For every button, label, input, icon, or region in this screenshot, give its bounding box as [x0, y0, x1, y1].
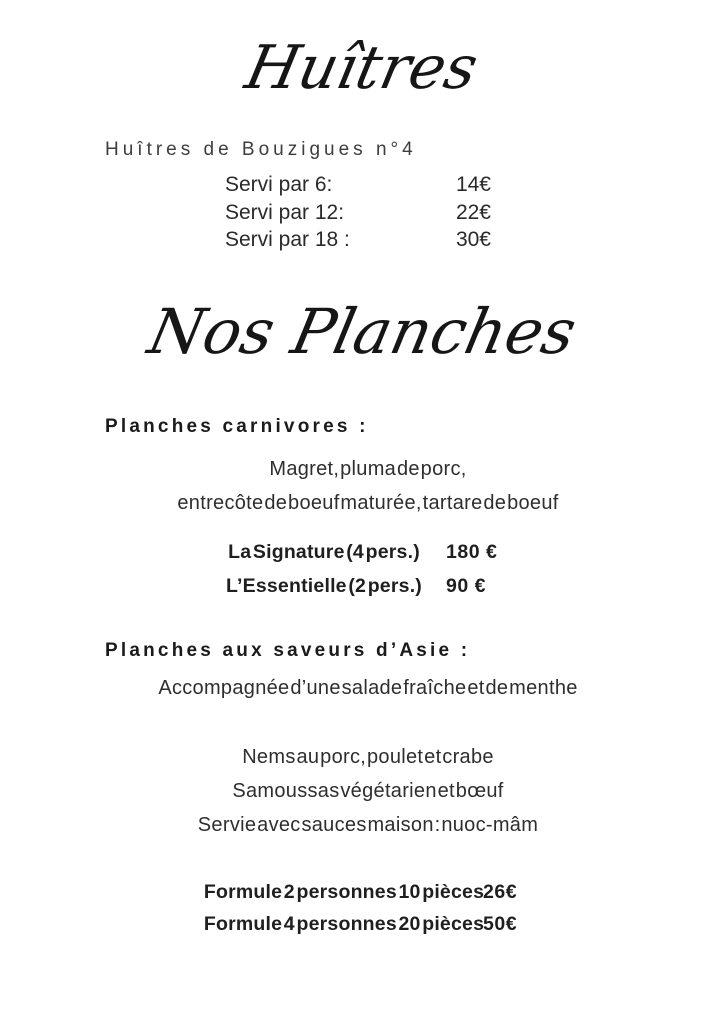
carnivores-description-line: Magret, pluma de porc,	[269, 458, 467, 480]
huitres-script-text: Huîtres	[239, 33, 485, 103]
serving-price: 30€	[455, 228, 491, 251]
offer-row-essentielle	[0, 575, 724, 601]
offer-label: L’Essentielle (2 pers.)	[225, 575, 423, 597]
planches-script-heading	[0, 282, 724, 382]
offer-price: 26€	[483, 881, 518, 903]
asie-subtitle: Accompagnée d’une salade fraîche et de menthe	[158, 677, 578, 699]
serving-label: Servi par 12:	[225, 200, 345, 224]
offer-row-formule-2	[0, 881, 724, 907]
offer-price: 180 €	[446, 541, 498, 563]
offer-row-formule-4	[0, 913, 724, 939]
asie-description-line: Nems au porc, poulet et crabe	[242, 746, 494, 768]
offer-row-signature	[0, 541, 724, 567]
serving-row	[225, 199, 491, 227]
carnivores-description-line: entrecôte de boeuf maturée, tartare de boeuf	[177, 492, 559, 514]
serving-label: Servi par 6:	[225, 173, 333, 196]
offer-label: Formule 4 personnes 20 pièces	[203, 913, 485, 935]
offer-price: 50€	[483, 913, 518, 935]
serving-row	[225, 226, 491, 254]
asie-heading: Planches aux saveurs d’Asie :	[105, 640, 471, 661]
asie-description-line: Servie avec sauces maison : nuoc-mâm	[197, 814, 539, 836]
serving-label: Servi par 18 :	[225, 228, 350, 251]
huitres-script-heading	[0, 20, 724, 116]
huitres-subtitle: Huîtres de Bouzigues n°4	[105, 139, 417, 160]
serving-price: 22€	[455, 200, 491, 224]
serving-row	[225, 171, 491, 199]
offer-price: 90 €	[446, 575, 486, 597]
offer-label: Formule 2 personnes 10 pièces	[203, 881, 485, 903]
oyster-servings-list	[225, 171, 491, 254]
asie-description-line: Samoussas végétarien et bœuf	[232, 780, 504, 802]
offer-label: La Signature (4 pers.)	[228, 541, 420, 563]
carnivores-heading: Planches carnivores :	[105, 416, 369, 437]
serving-price: 14€	[455, 173, 491, 196]
planches-script-text: Nos Planches	[141, 295, 583, 368]
